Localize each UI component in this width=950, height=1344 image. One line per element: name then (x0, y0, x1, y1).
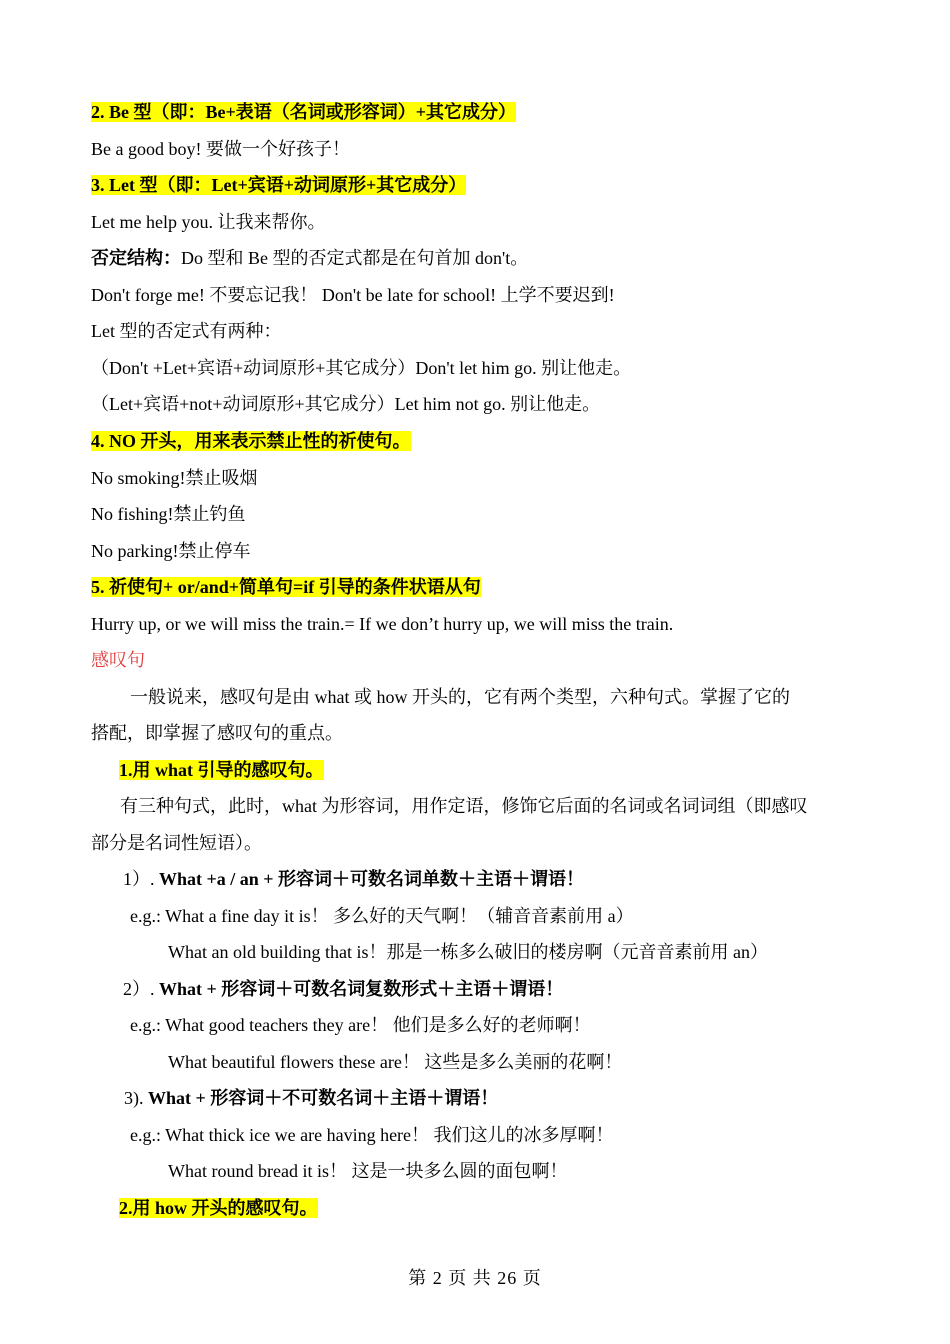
pattern-formula: What + 形容词＋不可数名词＋主语＋谓语！ (148, 1088, 499, 1108)
example: What an old building that is！那是一栋多么破旧的楼房啊（元音音素前用 an） (168, 942, 768, 962)
pattern-1 (123, 867, 584, 891)
paragraph: 部分是名词性短语）。 (91, 833, 262, 853)
heading-be-type: 2. Be 型（即：Be+表语（名词或形容词）+其它成分） (91, 102, 517, 122)
page-footer: 第 2 页 共 26 页 (408, 1268, 542, 1288)
example: e.g.: What a fine day it is！ 多么好的天气啊！（辅音音素前用 a） (130, 906, 634, 926)
paragraph: （Let+宾语+not+动词原形+其它成分）Let him not go. 别让他走。 (91, 394, 601, 414)
section-title-exclamatory: 感叹句 (91, 650, 145, 670)
paragraph: Don't forge me! 不要忘记我！ Don't be late for school! 上学不要迟到! (91, 285, 615, 305)
pattern-number: 1）. (123, 869, 155, 889)
pattern-2 (123, 977, 563, 1001)
paragraph: 有三种句式，此时，what 为形容词，用作定语，修饰它后面的名词或名词词组（即感叹 (120, 796, 808, 816)
pattern-3 (124, 1086, 498, 1110)
heading-no-type: 4. NO 开头，用来表示禁止性的祈使句。 (91, 431, 411, 451)
paragraph: （Don't +Let+宾语+动词原形+其它成分）Don't let him go. 别让他走。 (91, 358, 632, 378)
paragraph: Be a good boy! 要做一个好孩子！ (91, 139, 350, 159)
heading-what-exclamatory: 1.用 what 引导的感叹句。 (119, 760, 324, 780)
paragraph: No fishing!禁止钓鱼 (91, 504, 246, 524)
negative-structure-text: Do 型和 Be 型的否定式都是在句首加 don't。 (181, 248, 529, 268)
example: What round bread it is！ 这是一块多么圆的面包啊！ (168, 1161, 568, 1181)
example: e.g.: What good teachers they are！ 他们是多么好的老师啊！ (130, 1015, 591, 1035)
example: e.g.: What thick ice we are having here！ 我们这儿的冰多厚啊！ (130, 1125, 614, 1145)
paragraph (91, 246, 528, 270)
paragraph: 一般说来，感叹句是由 what 或 how 开头的，它有两个类型，六种句式。掌握了它的 (130, 687, 790, 707)
pattern-formula: What +a / an + 形容词＋可数名词单数＋主语＋谓语！ (159, 869, 585, 889)
heading-conditional: 5. 祈使句+ or/and+简单句=if 引导的条件状语从句 (91, 577, 481, 597)
heading-let-type: 3. Let 型（即：Let+宾语+动词原形+其它成分） (91, 175, 467, 195)
paragraph: Hurry up, or we will miss the train.= If we don’t hurry up, we will miss the train. (91, 614, 674, 634)
paragraph: Let me help you. 让我来帮你。 (91, 212, 326, 232)
paragraph: 搭配，即掌握了感叹句的重点。 (91, 723, 343, 743)
paragraph: No smoking!禁止吸烟 (91, 468, 258, 488)
example: What beautiful flowers these are！ 这些是多么美丽的花啊！ (168, 1052, 623, 1072)
heading-how-exclamatory: 2.用 how 开头的感叹句。 (119, 1198, 318, 1218)
paragraph: No parking!禁止停车 (91, 541, 251, 561)
paragraph: Let 型的否定式有两种： (91, 321, 282, 341)
pattern-formula: What + 形容词＋可数名词复数形式＋主语＋谓语！ (159, 979, 564, 999)
negative-structure-label: 否定结构： (91, 248, 181, 268)
pattern-number: 3). (124, 1088, 144, 1108)
pattern-number: 2）. (123, 979, 155, 999)
